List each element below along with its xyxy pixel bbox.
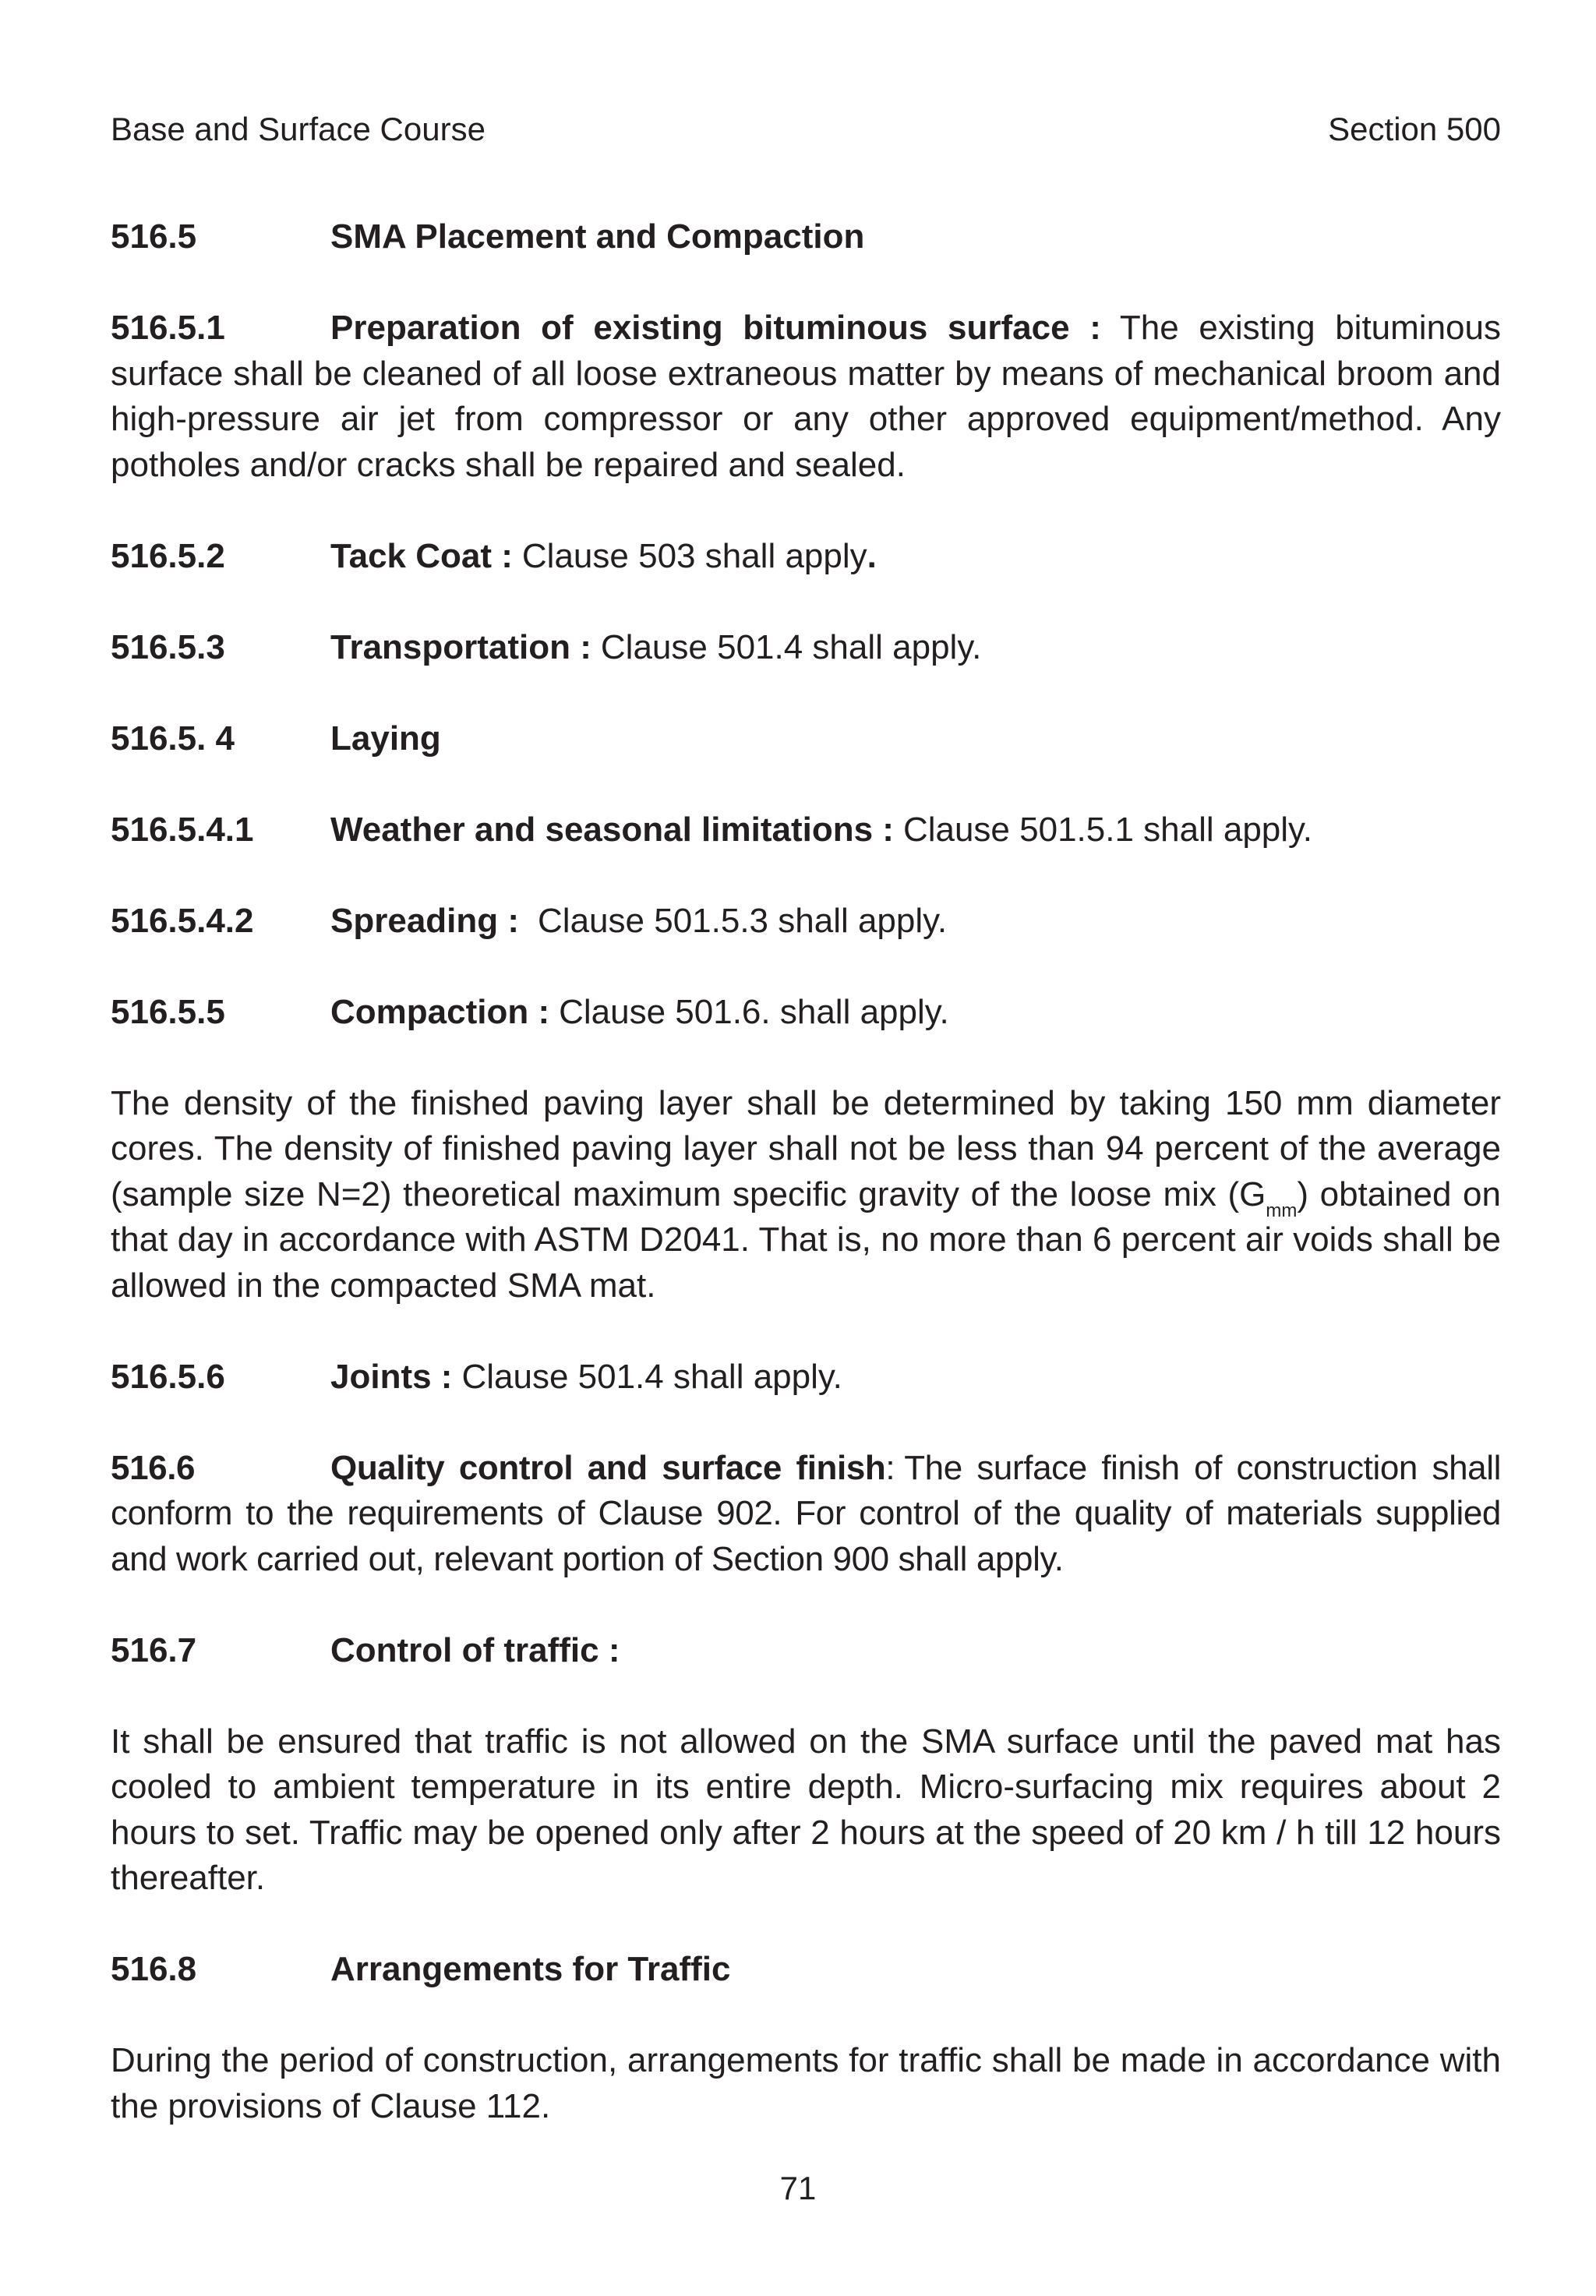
clause-number: 516.5.3 [111,627,225,666]
clause-516-5-4-1 [111,807,1501,853]
clause-text: Clause 501.5.1 shall apply. [902,810,1313,849]
clause-number: 516.5.4.2 [111,901,254,940]
clause-number: 516.7 [111,1630,197,1669]
clause-number: 516.5.5 [111,992,225,1031]
traffic-arrangements-paragraph: During the period of construction, arrangements for traffic shall be made in accordance with the provisions of Clause 112. [111,2041,1501,2125]
clause-516-5-2 [111,534,1501,580]
heading-516-8 [111,1947,1501,1993]
clause-number: 516.6 [111,1448,196,1487]
gmm-subscript: mm [1266,1199,1298,1221]
clause-number: 516.5. 4 [111,719,235,758]
clause-516-5-4-2 [111,899,1501,945]
clause-text: Clause 501.4 shall apply. [600,627,982,666]
clause-title: Preparation of existing bituminous surface : [330,309,1101,347]
clause-title: Quality control and surface finish [330,1448,886,1487]
clause-number: 516.5.4.1 [111,810,254,849]
clause-text: The surface finish of construction shall conform to the requirements of Clause 902. For control of the quality of materials supplied and work carried out, relevant portion of Section 900 shall apply. [111,1448,1501,1578]
clause-number: 516.5.2 [111,536,225,575]
page-number: 71 [779,2170,817,2206]
heading-516-7 [111,1628,1501,1674]
running-header [111,108,1501,151]
clause-text: Clause 503 shall apply [521,536,867,575]
traffic-control-paragraph: It shall be ensured that traffic is not allowed on the SMA surface until the paved mat has cooled to ambient temperature in its entire depth. Micro-surfacing mix requires about 2 hours to set. Traffic may be opened only after 2 hours at the speed of 20 km / h till 12 hours thereafter. [111,1722,1501,1897]
clause-516-5-3 [111,625,1501,671]
clause-title: Laying [330,719,441,758]
header-course-title: Base and Surface Course [111,111,486,147]
clause-number: 516.5.6 [111,1357,225,1396]
clause-number: 516.5.1 [111,309,225,347]
clause-number: 516.5 [111,217,197,256]
clause-title: Tack Coat : [330,536,513,575]
header-section-number: Section 500 [1328,111,1501,147]
clause-text: The existing bituminous surface shall be cleaned of all loose extraneous matter by means of mechanical broom and high-pressure air jet from compressor or any other approved equipment/method. Any potholes and/or cracks shall be repaired and sealed. [111,309,1501,484]
clause-title: Transportation : [330,627,591,666]
clause-period: . [867,536,877,575]
clause-516-5-6 [111,1355,1501,1401]
clause-colon: : [885,1448,895,1487]
clause-title: SMA Placement and Compaction [330,217,865,256]
clause-title: Compaction : [330,992,550,1031]
clause-title: Spreading : [330,901,520,940]
clause-516-5-5 [111,990,1501,1036]
heading-516-5 [111,214,1501,260]
clause-516-5-1 [111,306,1501,488]
heading-516-5-4 [111,716,1501,762]
clause-title: Weather and seasonal limitations : [330,810,894,849]
document-body [111,214,1501,2129]
clause-text: Clause 501.4 shall apply. [461,1357,842,1396]
clause-516-6 [111,1446,1501,1583]
clause-title: Arrangements for Traffic [330,1950,731,1988]
clause-title: Joints : [330,1357,453,1396]
density-text-part-2: ) obtained on that day in accordance with ASTM D2041. That is, no more than 6 percent air voids shall be allowed in the compacted SMA mat. [111,1174,1501,1305]
density-paragraph [111,1081,1501,1309]
clause-number: 516.8 [111,1950,197,1988]
clause-text: Clause 501.5.3 shall apply. [538,901,948,940]
clause-text: Clause 501.6. shall apply. [559,992,949,1031]
density-text-part-1: The density of the finished paving layer shall be determined by taking 150 mm diameter cores. The density of finished paving layer shall not be less than 94 percent of the average (sample size N=2) theoretical maximum specific gravity of the loose mix (G [111,1083,1501,1213]
clause-title: Control of traffic : [330,1630,620,1669]
